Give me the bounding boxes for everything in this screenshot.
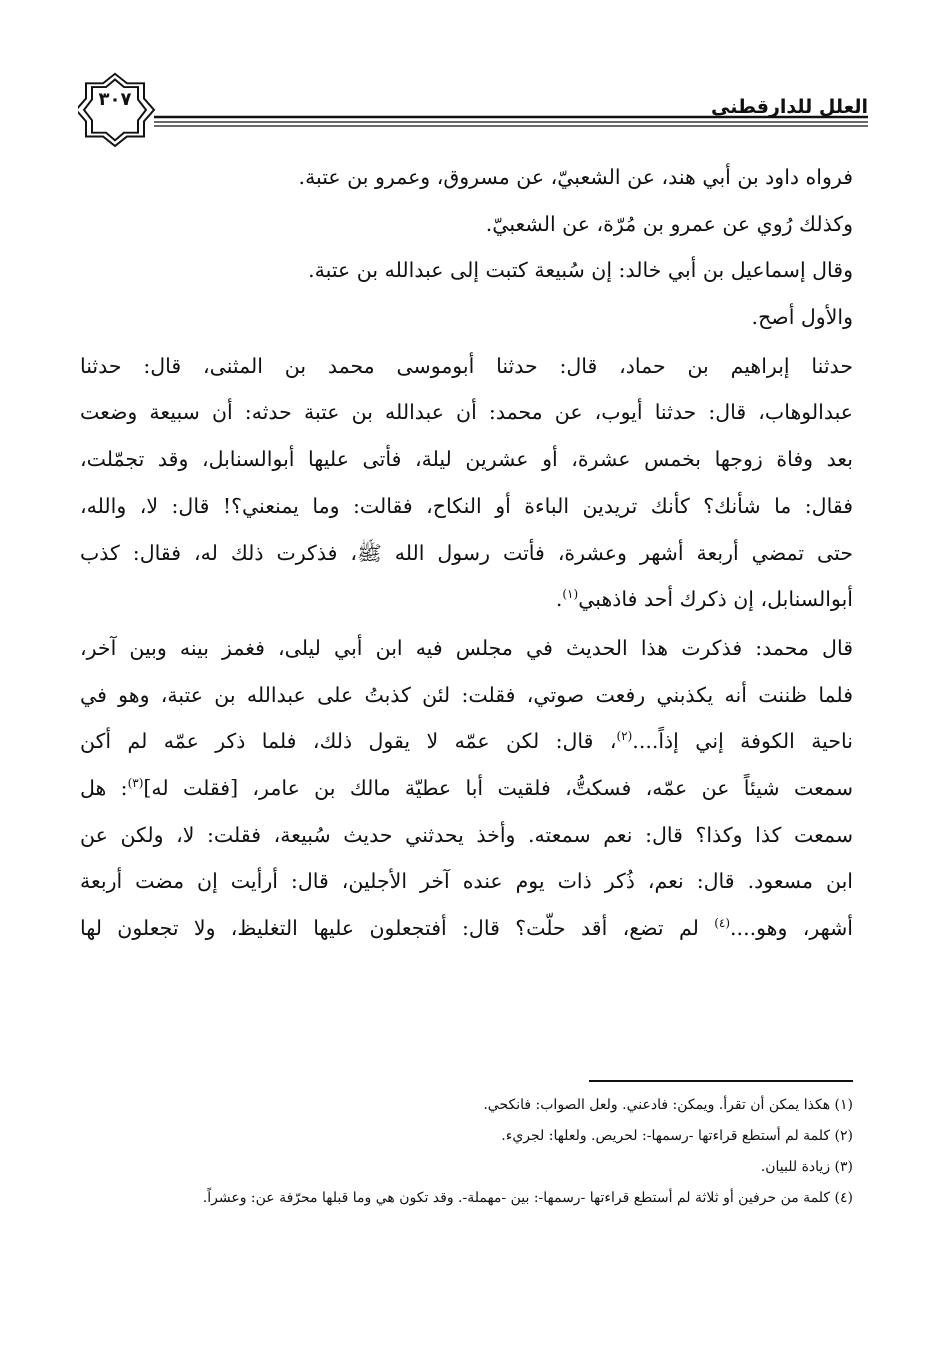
footnote-marker[interactable]: (٤) — [714, 916, 731, 931]
text-line — [80, 765, 853, 812]
page-number: ٣٠٧ — [98, 89, 132, 110]
line-text: فلما ظننت أنه يكذبني رفعت صوتي، فقلت: لئن كذبتُ على عبدالله بن عتبة، وهو في — [80, 682, 853, 707]
line-text: أبوالسنابل، إن ذكرك أحد فاذهبي — [578, 587, 853, 612]
footnote-item: (٣) زيادة للبيان. — [760, 1159, 853, 1175]
line-text: أشهر، وهو.... — [730, 916, 853, 940]
footnote-item: (٤) كلمة من حرفين أو ثلاثة لم أستطع قراءتها -رسمها-: بين -مهملة-. وقد تكون هي وما قبلها محرّفة عن: وعشراً. — [202, 1190, 853, 1206]
line-text: وكذلك رُوي عن عمرو بن مُرّة، عن الشعبيّ. — [485, 211, 853, 236]
line-text-continued: لم تضع، أقد حلّت؟ قال: أفتجعلون عليها التغليظ، ولا تجعلون لها — [80, 916, 715, 940]
line-text-continued: : هل — [80, 775, 128, 800]
line-text: والأول أصح. — [751, 305, 853, 330]
line-text: فرواه داود بن أبي هند، عن الشعبيّ، عن مسروق، وعمرو بن عتبة. — [298, 165, 853, 189]
page-header — [78, 72, 868, 152]
line-text: عبدالوهاب، قال: حدثنا أيوب، عن محمد: أن عبدالله بن عتبة حدثه: أن سبيعة وضعت — [80, 400, 853, 425]
footnote-item: (١) هكذا يمكن أن تقرأ. ويمكن: فادعني. ولعل الصواب: فانكحي. — [483, 1097, 853, 1113]
line-text: حدثنا إبراهيم بن حماد، قال: حدثنا أبوموسى محمد بن المثنى، قال: حدثنا — [80, 353, 853, 378]
line-text: بعد وفاة زوجها بخمس عشرة، أو عشرين ليلة، فأتى عليها أبوالسنابل، وقد تجمّلت، — [80, 447, 853, 472]
footnote-marker[interactable]: (٢) — [616, 729, 633, 744]
line-text: ابن مسعود. قال: نعم، ذُكر ذات يوم عنده آخر الأجلين، قال: أرأيت إن مضت أربعة — [80, 869, 853, 894]
line-text: سمعت شيئاً عن عمّه، فسكتُّ، فلقيت أبا عطيّة مالك بن عامر، [فقلت له] — [143, 775, 853, 800]
running-title: العلل للدارقطني — [711, 96, 868, 118]
text-line — [80, 294, 853, 341]
footnotes — [77, 1090, 853, 1214]
text-line — [80, 154, 853, 201]
line-text-continued: . — [555, 587, 563, 612]
footnote-separator — [589, 1080, 853, 1082]
text-line — [80, 201, 853, 248]
text-line — [80, 483, 853, 530]
line-text: سمعت كذا وكذا؟ قال: نعم سمعته. وأخذ يحدثني حديث سُبيعة، فقلت: لا، ولكن عن — [80, 822, 853, 847]
text-line — [80, 389, 853, 436]
line-text: فقال: ما شأنك؟ كأنك تريدين الباءة أو النكاح، فقالت: وما يمنعني؟! قال: لا، والله، — [80, 493, 853, 518]
line-text: وقال إسماعيل بن أبي خالد: إن سُبيعة كتبت إلى عبدالله بن عتبة. — [308, 258, 853, 283]
line-text: حتى تمضي أربعة أشهر وعشرة، فأتت رسول الله ﷺ، فذكرت ذلك له، فقال: كذب — [80, 540, 853, 565]
text-line — [80, 247, 853, 294]
text-line — [80, 858, 853, 905]
text-line — [80, 436, 853, 483]
line-text: ناحية الكوفة إني إذاً.... — [632, 729, 853, 754]
line-text: قال محمد: فذكرت هذا الحديث في مجلس فيه ابن أبي ليلى، فغمز بينه وبين آخر، — [80, 635, 853, 660]
footnote-marker[interactable]: (١) — [562, 587, 579, 602]
line-text-continued: ، قال: لكن عمّه لا يقول ذلك، فلما ذكر عمّه لم أكن — [80, 729, 617, 754]
text-line — [80, 576, 853, 623]
text-line — [80, 672, 853, 719]
text-line — [80, 905, 853, 952]
text-line — [80, 530, 853, 577]
text-line — [80, 343, 853, 390]
text-line — [80, 718, 853, 765]
text-line — [80, 625, 853, 672]
footnote-marker[interactable]: (٣) — [127, 776, 144, 791]
footnote-item: (٢) كلمة لم أستطع قراءتها -رسمها-: لحريص. ولعلها: لجريء. — [501, 1128, 853, 1144]
main-text — [80, 154, 853, 952]
text-line — [80, 812, 853, 859]
